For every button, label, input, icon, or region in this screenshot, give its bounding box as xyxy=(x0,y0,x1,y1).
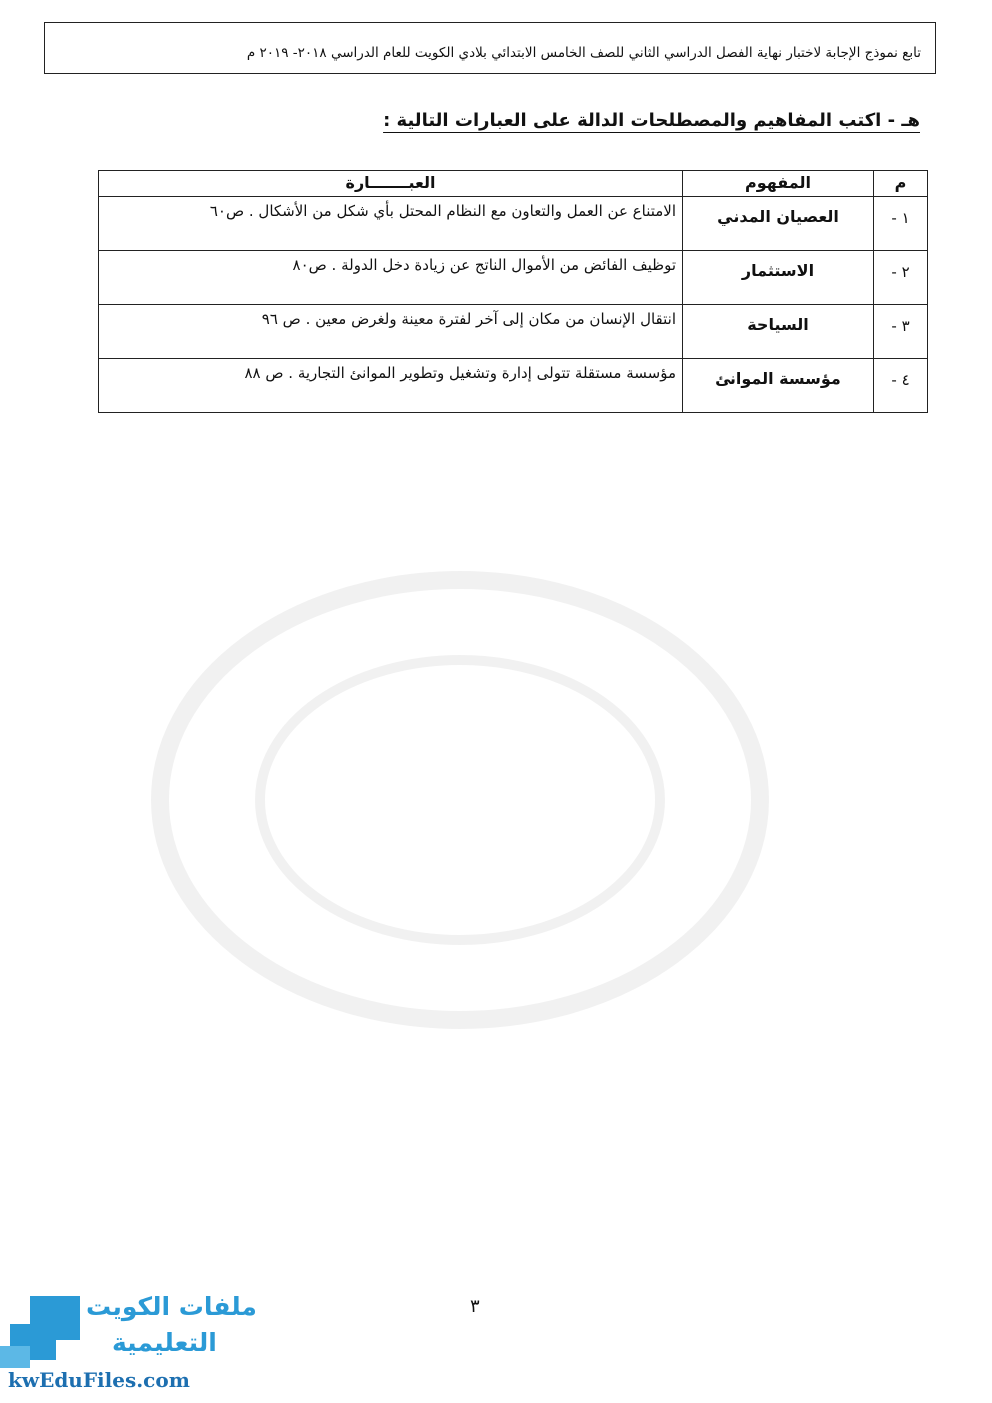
row-concept: الاستثمار xyxy=(683,251,874,305)
table-header-row xyxy=(99,171,928,197)
page-number: ٣ xyxy=(470,1296,480,1317)
logo-block-icon xyxy=(0,1346,30,1368)
row-concept: العصيان المدني xyxy=(683,197,874,251)
table-row xyxy=(99,359,928,413)
watermark-logo xyxy=(100,520,820,1080)
logo-text-line2: التعليمية xyxy=(112,1328,217,1357)
table-row xyxy=(99,305,928,359)
document-header xyxy=(44,22,936,74)
row-number: ٣ - xyxy=(874,305,928,359)
header-phrase: العبـــــــارة xyxy=(99,171,683,197)
table-row xyxy=(99,197,928,251)
row-phrase: الامتناع عن العمل والتعاون مع النظام المحتل بأي شكل من الأشكال . ص٦٠ xyxy=(99,197,683,251)
header-concept: المفهوم xyxy=(683,171,874,197)
row-concept: مؤسسة الموانئ xyxy=(683,359,874,413)
logo-url: kwEduFiles.com xyxy=(8,1368,190,1392)
row-concept: السياحة xyxy=(683,305,874,359)
row-phrase: مؤسسة مستقلة تتولى إدارة وتشغيل وتطوير الموانئ التجارية . ص ٨٨ xyxy=(99,359,683,413)
header-number: م xyxy=(874,171,928,197)
header-text: تابع نموذج الإجابة لاختبار نهاية الفصل الدراسي الثاني للصف الخامس الابتدائي بلادي الكويت للعام الدراسي ٢٠١٨- ٢٠١٩ م xyxy=(246,45,921,61)
row-number: ٤ - xyxy=(874,359,928,413)
row-number: ١ - xyxy=(874,197,928,251)
site-logo xyxy=(0,1284,257,1394)
concepts-table xyxy=(98,170,928,413)
row-number: ٢ - xyxy=(874,251,928,305)
row-phrase: انتقال الإنسان من مكان إلى آخر لفترة معينة ولغرض معين . ص ٩٦ xyxy=(99,305,683,359)
row-phrase: توظيف الفائض من الأموال الناتج عن زيادة دخل الدولة . ص٨٠ xyxy=(99,251,683,305)
table-row xyxy=(99,251,928,305)
section-title: هـ - اكتب المفاهيم والمصطلحات الدالة على العبارات التالية : xyxy=(383,110,920,131)
logo-text-line1: ملفات الكويت xyxy=(86,1292,257,1321)
